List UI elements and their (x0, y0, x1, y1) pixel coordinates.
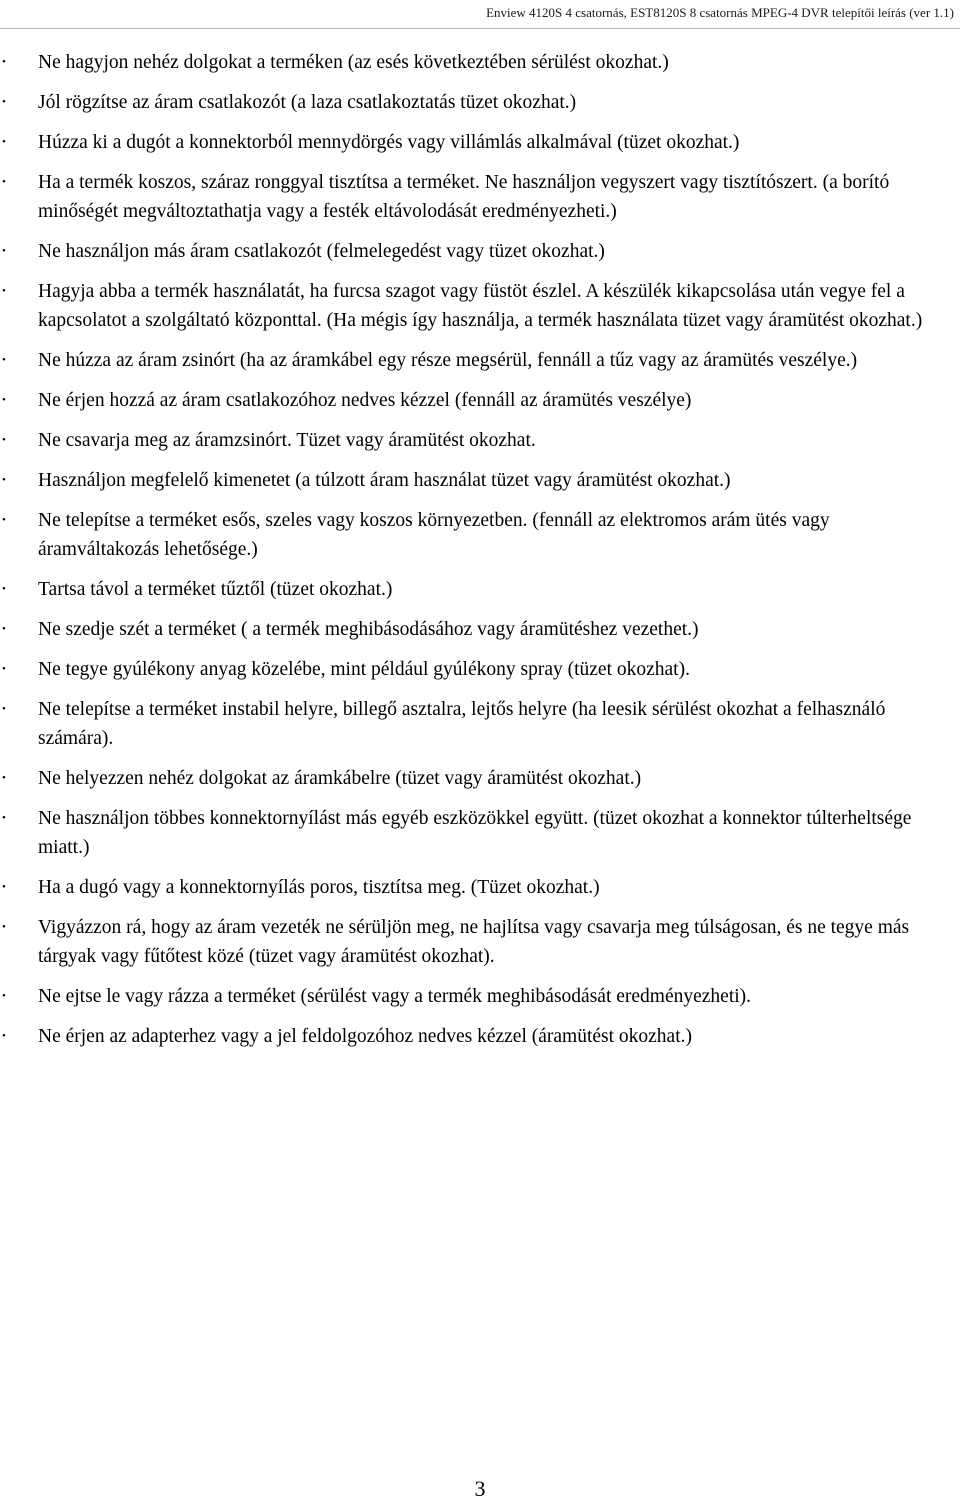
list-item (0, 48, 960, 77)
list-item-text: Ne húzza az áram zsinórt (ha az áramkábel egy része megsérül, fennáll a tűz vagy az áramütés veszélye.) (38, 350, 858, 371)
list-item (0, 873, 960, 902)
list-item-text: Ha a dugó vagy a konnektornyílás poros, tisztítsa meg. (Tüzet okozhat.) (38, 877, 600, 898)
list-item-text: Ne tegye gyúlékony anyag közelébe, mint például gyúlékony spray (tüzet okozhat). (38, 659, 690, 680)
list-item-text: Ne hagyjon nehéz dolgokat a terméken (az esés következtében sérülést okozhat.) (38, 52, 669, 73)
list-item (0, 655, 960, 684)
bullet-icon: • (2, 514, 6, 526)
bullet-icon: • (2, 772, 6, 784)
bullet-icon: • (2, 990, 6, 1002)
list-item (0, 128, 960, 157)
list-item-text: Hagyja abba a termék használatát, ha furcsa szagot vagy füstöt észlel. A készülék kikapcsolása után vegye fel a kapcsolatot a szolgáltató központtal. (Ha mégis így használja, a termék használata tüzet vagy áramütést okozhat.) (38, 281, 923, 331)
bullet-icon: • (2, 136, 6, 148)
list-item-text: Ne helyezzen nehéz dolgokat az áramkábelre (tüzet vagy áramütést okozhat.) (38, 768, 642, 789)
bullet-icon: • (2, 285, 6, 297)
list-item (0, 913, 960, 971)
list-item-text: Ne ejtse le vagy rázza a terméket (sérülést vagy a termék meghibásodását eredményezheti). (38, 986, 752, 1007)
bullet-icon: • (2, 394, 6, 406)
running-header: Enview 4120S 4 csatornás, EST8120S 8 csatornás MPEG-4 DVR telepítői leírás (ver 1.1) (486, 5, 954, 20)
bullet-icon: • (2, 245, 6, 257)
bullet-icon: • (2, 354, 6, 366)
list-item (0, 575, 960, 604)
header-divider (0, 28, 960, 29)
list-item-text: Ne csavarja meg az áramzsinórt. Tüzet vagy áramütést okozhat. (38, 430, 536, 451)
list-item-text: Húzza ki a dugót a konnektorból mennydörgés vagy villámlás alkalmával (tüzet okozhat.) (38, 132, 740, 153)
bullet-icon: • (2, 583, 6, 595)
list-item (0, 346, 960, 375)
list-item (0, 237, 960, 266)
list-item-text: Vigyázzon rá, hogy az áram vezeték ne sérüljön meg, ne hajlítsa vagy csavarja meg túlságosan, és ne tegye más tárgyak vagy fűtőtest közé (tüzet vagy áramütést okozhat). (38, 917, 910, 967)
list-item (0, 615, 960, 644)
list-item-text: Ne telepítse a terméket esős, szeles vagy koszos környezetben. (fennáll az elektromos arám ütés vagy áramváltakozás lehetősége.) (38, 510, 830, 560)
list-item-text: Ne érjen az adapterhez vagy a jel feldolgozóhoz nedves kézzel (áramütést okozhat.) (38, 1026, 693, 1047)
list-item (0, 88, 960, 117)
list-item (0, 506, 960, 564)
bullet-icon: • (2, 96, 6, 108)
safety-instructions-list (0, 48, 960, 1062)
list-item-text: Ne használjon más áram csatlakozót (felmelegedést vagy tüzet okozhat.) (38, 241, 605, 262)
list-item-text: Ne telepítse a terméket instabil helyre, billegő asztalra, lejtős helyre (ha leesik sérülést okozhat a felhasználó számára). (38, 699, 886, 749)
list-item (0, 982, 960, 1011)
list-item-text: Tartsa távol a terméket tűztől (tüzet okozhat.) (38, 579, 393, 600)
list-item-text: Ne használjon többes konnektornyílást más egyéb eszközökkel együtt. (tüzet okozhat a konnektor túlterheltsége miatt.) (38, 808, 912, 858)
bullet-icon: • (2, 703, 6, 715)
page-number: 3 (474, 1476, 486, 1501)
list-item-text: Jól rögzítse az áram csatlakozót (a laza csatlakoztatás tüzet okozhat.) (38, 92, 577, 113)
bullet-icon: • (2, 474, 6, 486)
bullet-icon: • (2, 56, 6, 68)
bullet-icon: • (2, 921, 6, 933)
bullet-icon: • (2, 663, 6, 675)
list-item (0, 426, 960, 455)
list-item (0, 277, 960, 335)
list-item (0, 386, 960, 415)
bullet-icon: • (2, 434, 6, 446)
list-item (0, 1022, 960, 1051)
list-item (0, 168, 960, 226)
bullet-icon: • (2, 812, 6, 824)
list-item (0, 764, 960, 793)
list-item-text: Használjon megfelelő kimenetet (a túlzott áram használat tüzet vagy áramütést okozhat.) (38, 470, 731, 491)
bullet-icon: • (2, 623, 6, 635)
list-item-text: Ne érjen hozzá az áram csatlakozóhoz nedves kézzel (fennáll az áramütés veszélye) (38, 390, 692, 411)
bullet-icon: • (2, 176, 6, 188)
bullet-icon: • (2, 1030, 6, 1042)
list-item (0, 695, 960, 753)
list-item (0, 804, 960, 862)
list-item-text: Ne szedje szét a terméket ( a termék meghibásodásához vagy áramütéshez vezethet.) (38, 619, 699, 640)
bullet-icon: • (2, 881, 6, 893)
list-item-text: Ha a termék koszos, száraz ronggyal tisztítsa a terméket. Ne használjon vegyszert vagy tisztítószert. (a borító minőségét megváltoztathatja vagy a festék eltávolodását eredményezheti.) (38, 172, 890, 222)
list-item (0, 466, 960, 495)
